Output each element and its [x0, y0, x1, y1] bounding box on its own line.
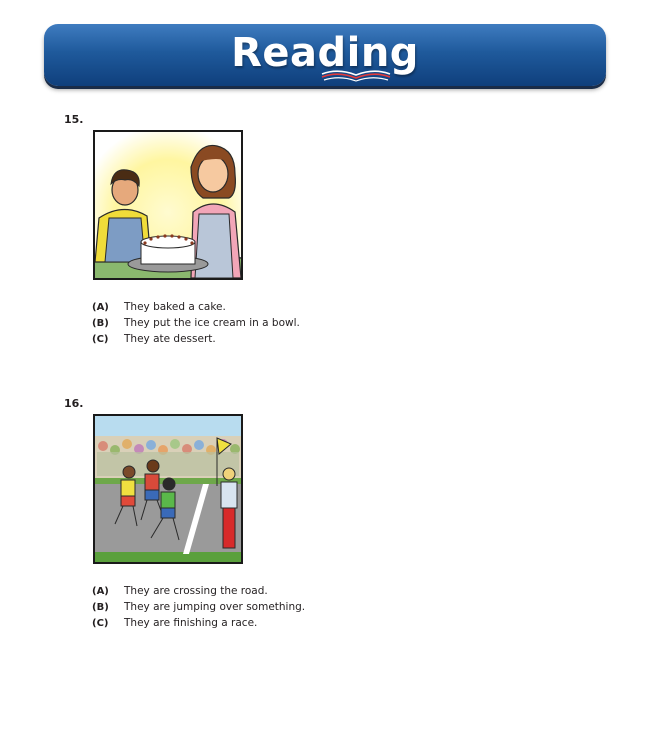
- choice-letter: (B): [92, 602, 109, 613]
- choice-c[interactable]: [92, 331, 300, 347]
- choice-a[interactable]: [92, 299, 300, 315]
- open-book-icon: [320, 68, 392, 82]
- page-title: Reading: [231, 30, 419, 76]
- choice-letter: (B): [92, 318, 109, 329]
- choice-text: They baked a cake.: [124, 301, 226, 313]
- question-16-number: 16.: [64, 397, 84, 410]
- question-16-choices: [92, 583, 305, 631]
- reading-banner: [44, 24, 606, 86]
- choice-letter: (A): [92, 586, 109, 597]
- question-15-choices: [92, 299, 300, 347]
- choice-text: They are finishing a race.: [124, 617, 258, 629]
- choice-text: They ate dessert.: [124, 333, 216, 345]
- choice-letter: (A): [92, 302, 109, 313]
- choice-b[interactable]: [92, 315, 300, 331]
- choice-a[interactable]: [92, 583, 305, 599]
- race-scene-image: [93, 414, 243, 564]
- choice-text: They are jumping over something.: [124, 601, 306, 613]
- choice-letter: (C): [92, 334, 109, 345]
- choice-text: They are crossing the road.: [124, 585, 268, 597]
- choice-b[interactable]: [92, 599, 305, 615]
- cake-scene-image: [93, 130, 243, 280]
- choice-text: They put the ice cream in a bowl.: [124, 317, 300, 329]
- choice-c[interactable]: [92, 615, 305, 631]
- choice-letter: (C): [92, 618, 109, 629]
- question-15-number: 15.: [64, 113, 84, 126]
